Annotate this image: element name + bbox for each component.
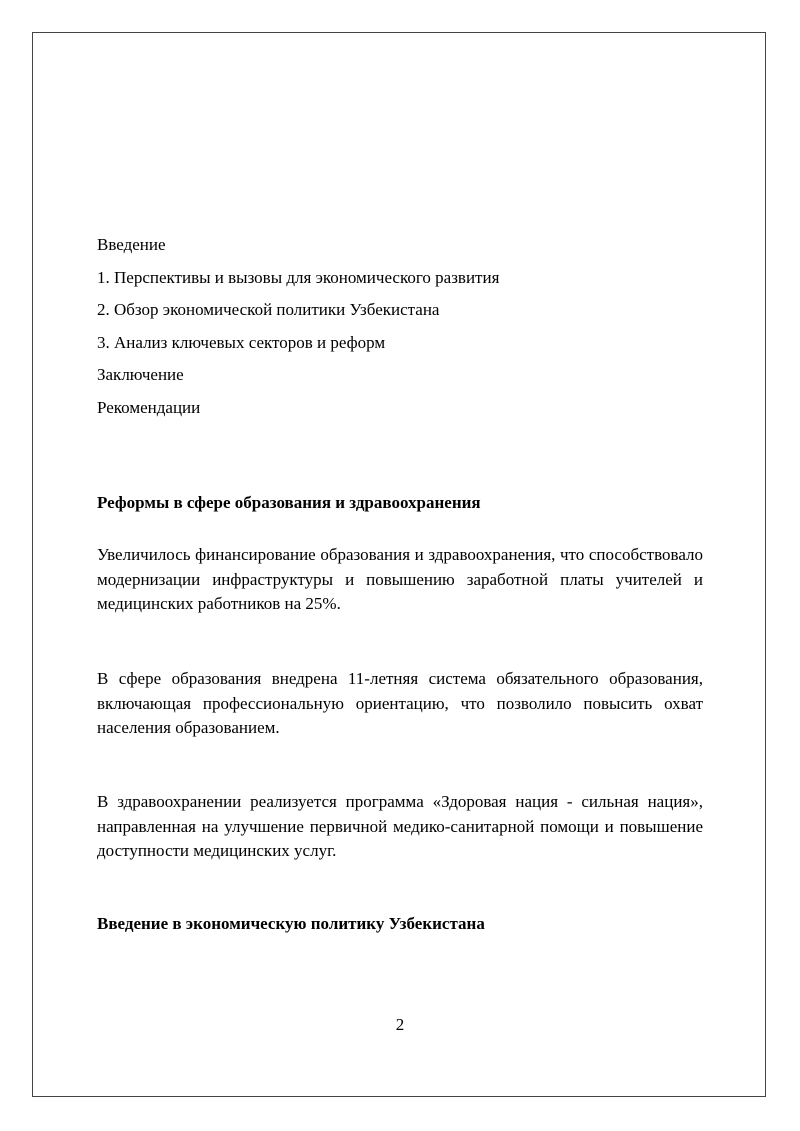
table-of-contents — [97, 234, 707, 430]
toc-item-conclusion: Заключение — [97, 365, 184, 385]
toc-item-chapter-1: 1. Перспективы и вызовы для экономического развития — [97, 267, 500, 287]
paragraph-education: В сфере образования внедрена 11-летняя система обязательного образования, включающая профессиональную ориентацию, что позволило повысить охват населения образованием. — [97, 669, 703, 737]
page-number: 2 — [395, 1015, 405, 1034]
intro-section-heading: Введение в экономическую политику Узбекистана — [97, 914, 485, 933]
toc-item-chapter-3: 3. Анализ ключевых секторов и реформ — [97, 332, 386, 352]
toc-item-chapter-2: 2. Обзор экономической политики Узбекистана — [97, 300, 440, 320]
reforms-section-heading: Реформы в сфере образования и здравоохранения — [97, 493, 481, 512]
paragraph-funding: Увеличилось финансирование образования и здравоохранения, что способствовало модернизации инфраструктуры и повышению заработной платы учителей и медицинских работников на 25%. — [97, 545, 703, 613]
toc-item-recommendations: Рекомендации — [97, 397, 201, 417]
toc-item-introduction: Введение — [97, 235, 166, 254]
paragraph-healthcare: В здравоохранении реализуется программа «Здоровая нация - сильная нация», направленная на улучшение первичной медико-санитарной помощи и повышение доступности медицинских услуг. — [97, 792, 703, 860]
